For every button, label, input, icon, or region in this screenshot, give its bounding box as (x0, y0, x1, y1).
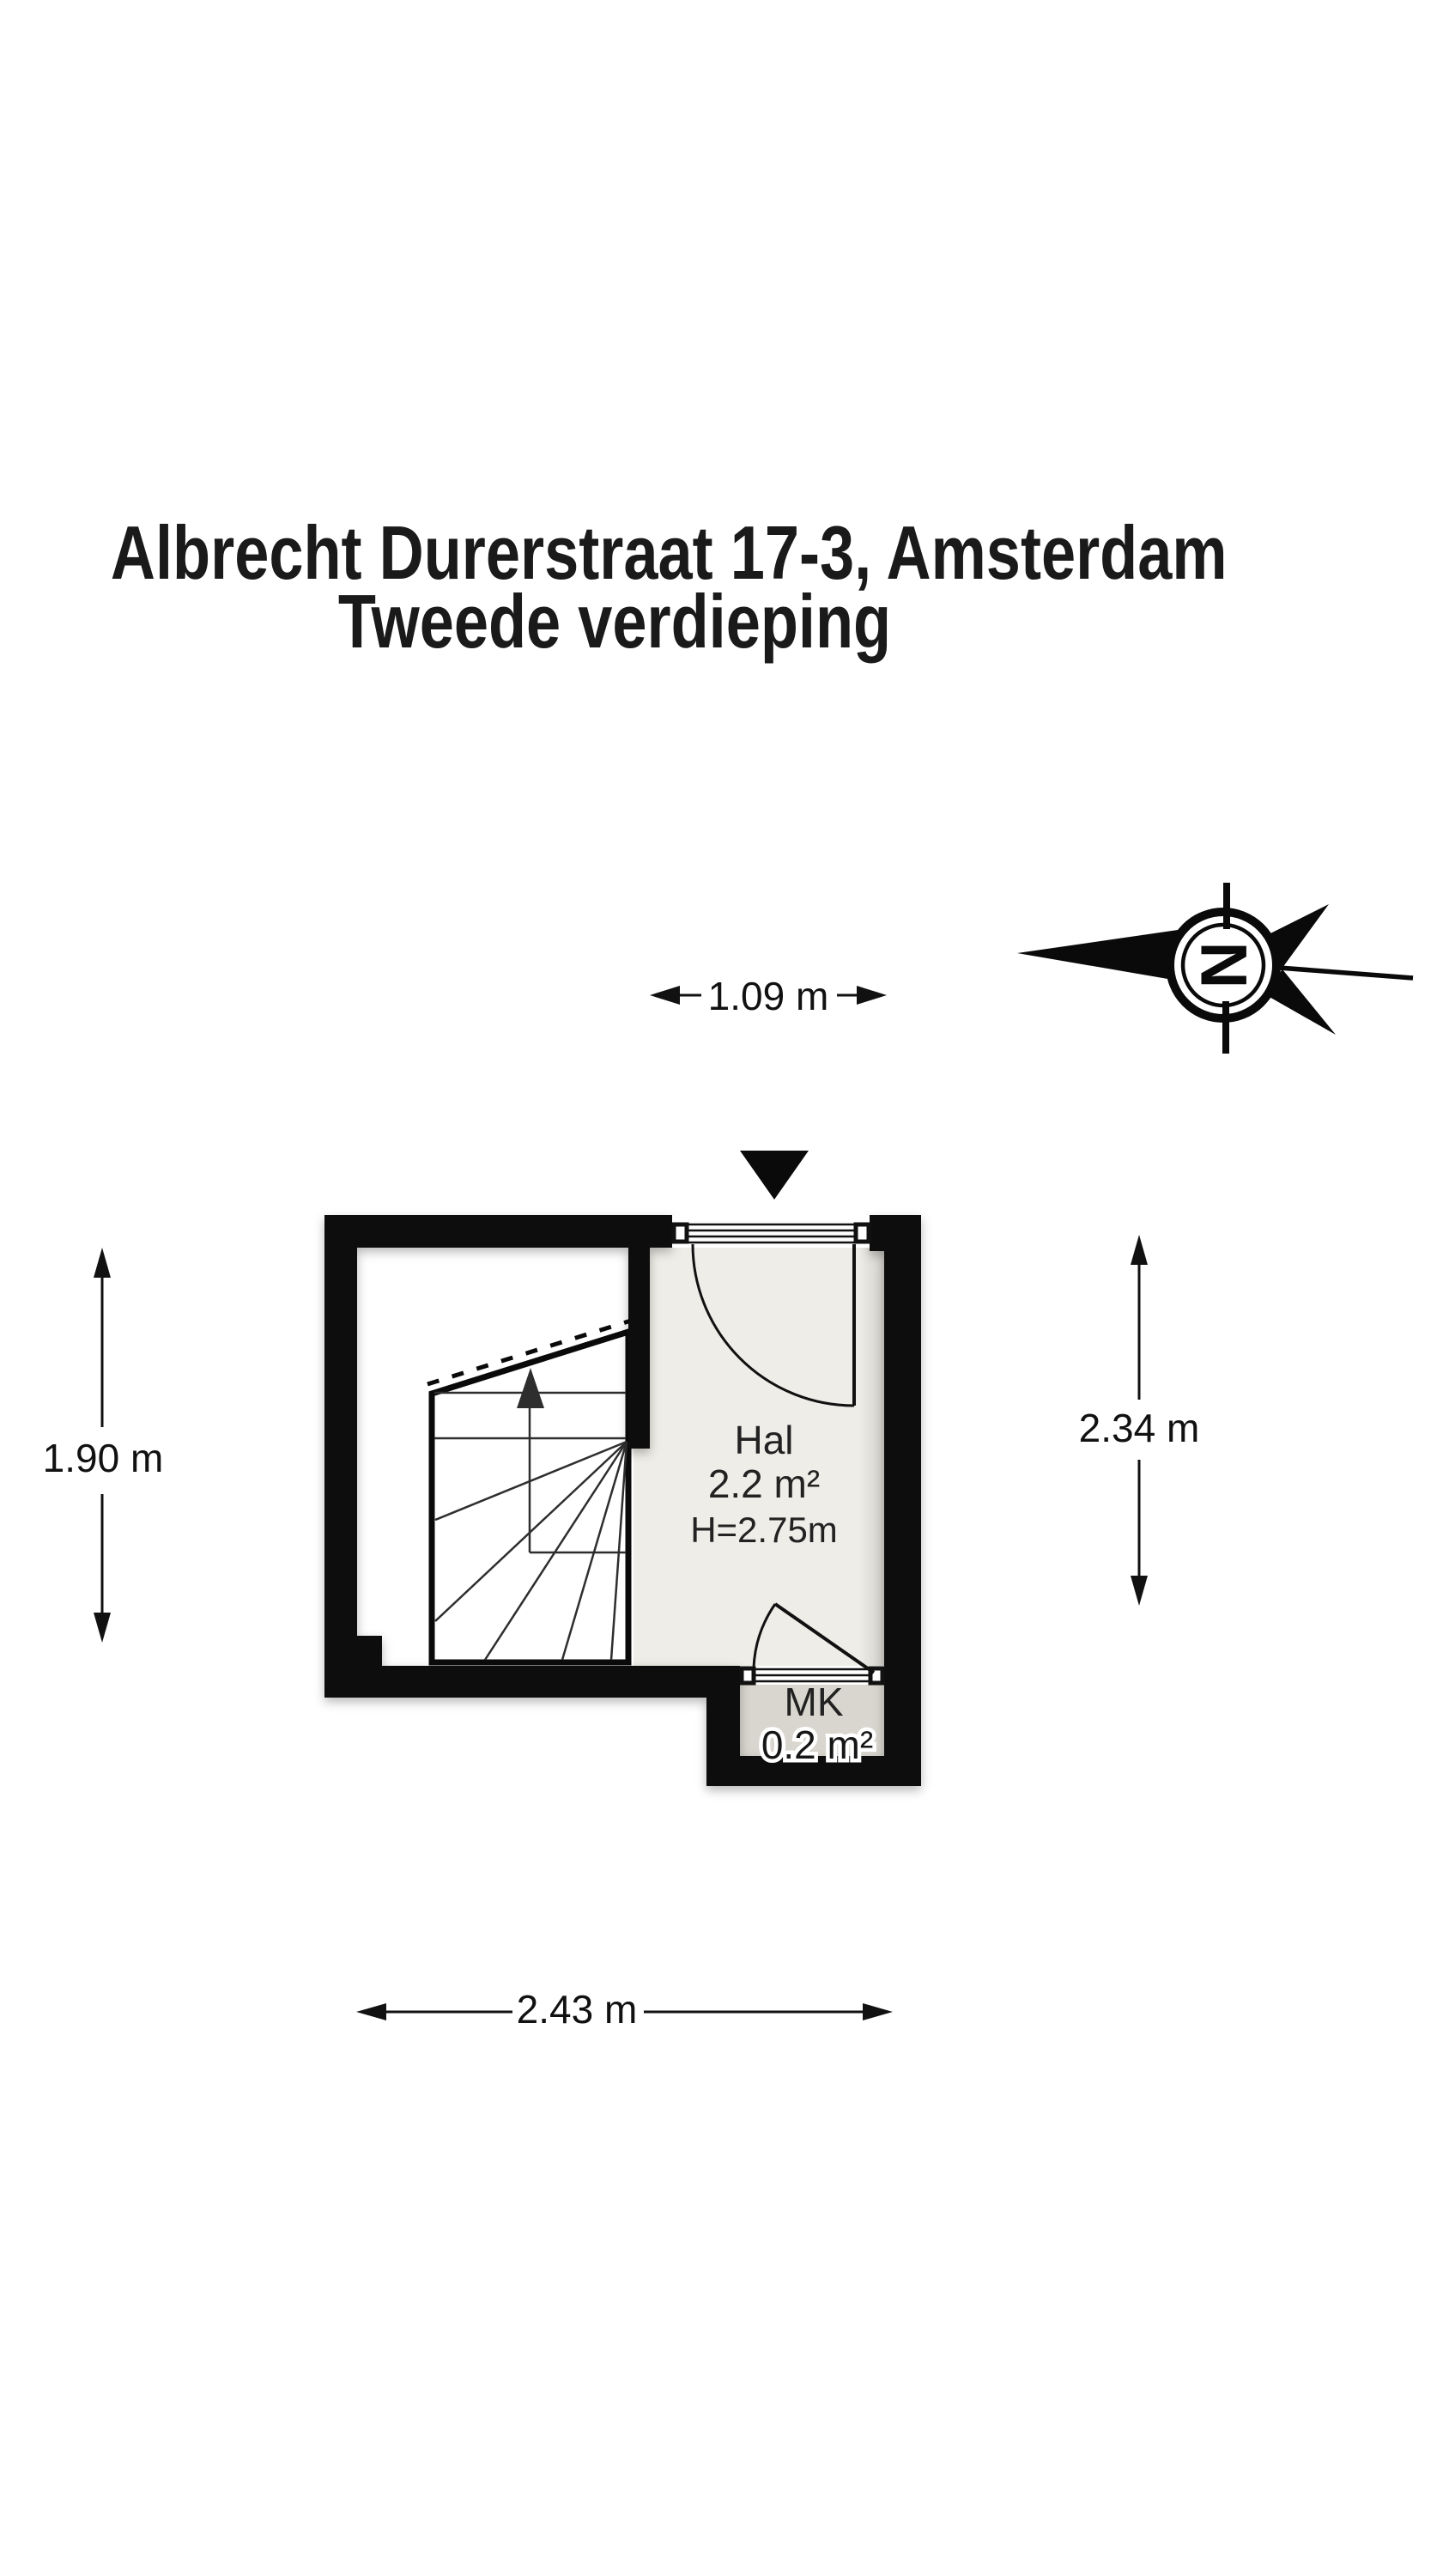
dimension-right (1079, 1235, 1200, 1606)
compass-needle-icon (1017, 930, 1178, 981)
compass-rose (1017, 883, 1413, 1054)
dimension-bottom-label: 2.43 m (516, 1987, 638, 2032)
dimension-left-label: 1.90 m (42, 1436, 164, 1480)
entrance-arrow-icon (740, 1151, 809, 1200)
hal-ceiling-height: H=2.75m (690, 1510, 838, 1550)
dimension-top (650, 974, 887, 1018)
door-post-icon (674, 1224, 687, 1242)
hal-name: Hal (734, 1418, 794, 1462)
mk-area: 0.2 m² (761, 1722, 874, 1767)
door-post-icon (742, 1668, 754, 1683)
dimension-bottom (356, 1987, 893, 2032)
dimension-right-label: 2.34 m (1078, 1406, 1200, 1450)
dimension-left (43, 1248, 164, 1643)
mk-name: MK (784, 1680, 844, 1724)
door-post-icon (856, 1224, 869, 1242)
staircase (427, 1321, 631, 1662)
hal-area: 2.2 m² (707, 1461, 821, 1506)
compass-tail-line (1279, 968, 1413, 978)
title-floor: Tweede verdieping (337, 579, 892, 664)
title-address: Albrecht Durerstraat 17-3, Amsterdam (110, 510, 1228, 595)
dimension-top-label: 1.09 m (707, 974, 829, 1018)
compass-north-letter: N (1186, 941, 1260, 989)
